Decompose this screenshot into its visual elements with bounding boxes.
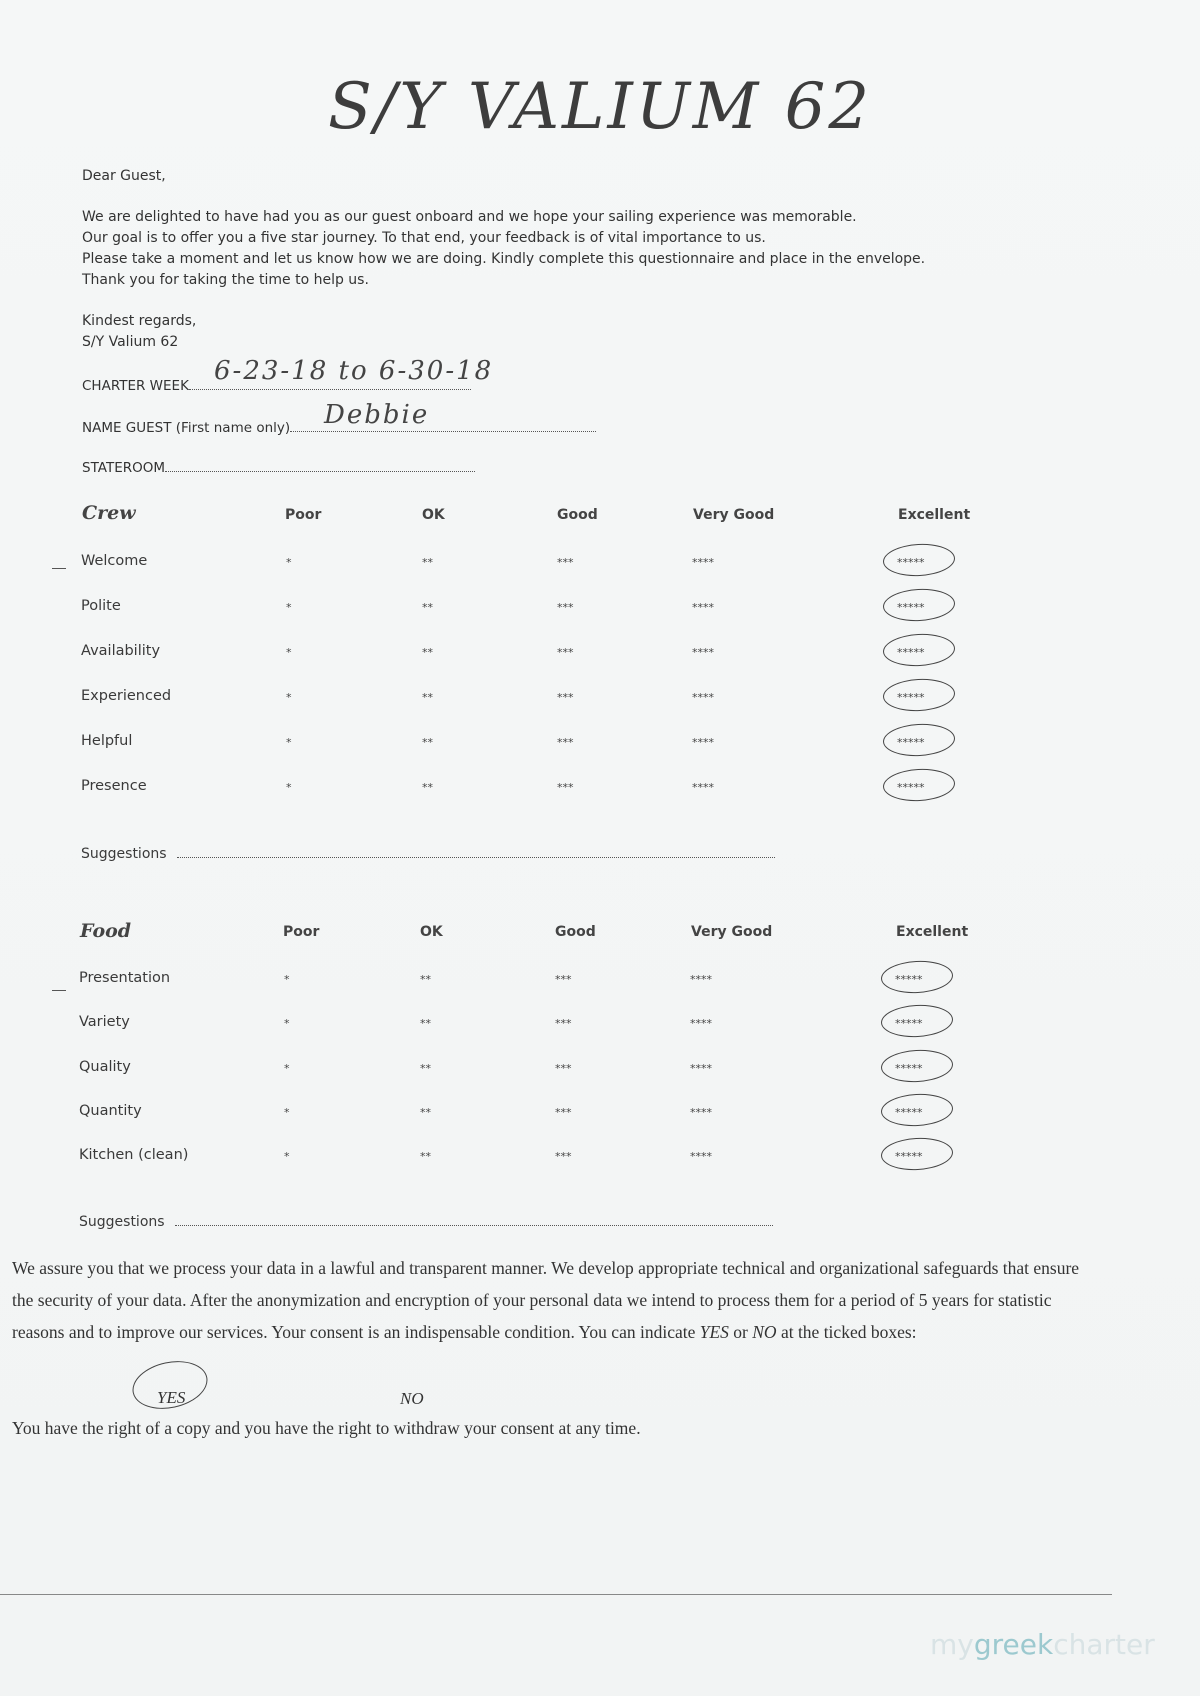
food-row-label: Quality xyxy=(79,1059,131,1075)
yes-option[interactable]: YES xyxy=(157,1388,186,1407)
food-row-label: Variety xyxy=(79,1014,130,1030)
crew-row-label: Helpful xyxy=(81,733,133,749)
crew-row-label: Welcome xyxy=(81,553,148,569)
crew-row-label: Availability xyxy=(81,643,161,659)
crew-rating-option[interactable]: * xyxy=(286,601,292,614)
food-rating-option[interactable]: * xyxy=(284,973,290,986)
food-rating-option[interactable]: *** xyxy=(555,973,572,986)
stateroom-field[interactable] xyxy=(82,459,475,476)
food-selected-rating-circle xyxy=(880,1136,954,1172)
food-rating-option[interactable]: * xyxy=(284,1017,290,1030)
food-rating-option[interactable]: ***** xyxy=(895,1017,923,1030)
crew-rating-option[interactable]: * xyxy=(286,556,292,569)
food-rating-option[interactable]: *** xyxy=(555,1017,572,1030)
crew-rating-option[interactable]: *** xyxy=(557,601,574,614)
food-rating-option[interactable]: ** xyxy=(420,1017,431,1030)
food-rating-option[interactable]: ***** xyxy=(895,1106,923,1119)
food-suggestions-field[interactable] xyxy=(79,1213,773,1230)
food-rating-option[interactable]: ***** xyxy=(895,1150,923,1163)
crew-rating-option[interactable]: ** xyxy=(422,781,433,794)
intro-line-4: Thank you for taking the time to help us. xyxy=(82,272,369,288)
food-rating-option[interactable]: *** xyxy=(555,1062,572,1075)
food-rating-option[interactable]: **** xyxy=(690,1150,712,1163)
crew-selected-rating-circle xyxy=(882,632,956,668)
food-rating-option[interactable]: **** xyxy=(690,1062,712,1075)
crew-rating-option[interactable]: **** xyxy=(692,556,714,569)
food-row-label: Kitchen (clean) xyxy=(79,1147,189,1163)
crew-rating-option[interactable]: **** xyxy=(692,736,714,749)
crew-rating-option[interactable]: ***** xyxy=(897,781,925,794)
crew-rating-option[interactable]: *** xyxy=(557,781,574,794)
food-suggestions-line xyxy=(175,1213,773,1226)
food-rating-option[interactable]: **** xyxy=(690,1106,712,1119)
crew-rating-option[interactable]: ***** xyxy=(897,601,925,614)
crew-rating-option[interactable]: *** xyxy=(557,736,574,749)
crew-section-title: Crew xyxy=(82,502,136,524)
food-rating-option[interactable]: *** xyxy=(555,1106,572,1119)
food-rating-option[interactable]: ***** xyxy=(895,973,923,986)
food-rating-option[interactable]: ** xyxy=(420,1062,431,1075)
charter-week-handwritten: 6-23-18 to 6-30-18 xyxy=(214,356,494,386)
charter-week-label: CHARTER WEEK xyxy=(82,378,189,394)
signature: S/Y Valium 62 xyxy=(82,334,179,350)
crew-rating-option[interactable]: *** xyxy=(557,691,574,704)
crew-column-header: Very Good xyxy=(693,507,775,523)
crew-rating-option[interactable]: ***** xyxy=(897,736,925,749)
food-row-label: Quantity xyxy=(79,1103,142,1119)
closing: Kindest regards, xyxy=(82,313,197,329)
food-selected-rating-circle xyxy=(880,1092,954,1128)
food-selected-rating-circle xyxy=(880,959,954,995)
food-rating-option[interactable]: ** xyxy=(420,973,431,986)
food-column-header: Poor xyxy=(283,924,320,940)
greeting: Dear Guest, xyxy=(82,168,166,184)
crew-column-header: Excellent xyxy=(898,507,971,523)
crew-column-header: OK xyxy=(422,507,445,523)
crew-rating-option[interactable]: ** xyxy=(422,736,433,749)
crew-column-header: Good xyxy=(557,507,598,523)
crew-rating-option[interactable]: *** xyxy=(557,646,574,659)
crew-rating-option[interactable]: * xyxy=(286,646,292,659)
food-suggestions-label: Suggestions xyxy=(79,1214,165,1230)
crew-rating-option[interactable]: **** xyxy=(692,601,714,614)
margin-tick xyxy=(52,568,66,569)
crew-suggestions-line xyxy=(177,845,775,858)
crew-rating-option[interactable]: ** xyxy=(422,646,433,659)
crew-row-label: Experienced xyxy=(81,688,172,704)
crew-rating-option[interactable]: ***** xyxy=(897,556,925,569)
yacht-title: S/Y VALIUM 62 xyxy=(327,70,873,144)
rights-statement: You have the right of a copy and you have the right to withdraw your consent at any time. xyxy=(12,1418,641,1438)
crew-rating-option[interactable]: ** xyxy=(422,691,433,704)
crew-selected-rating-circle xyxy=(882,677,956,713)
intro-line-1: We are delighted to have had you as our guest onboard and we hope your sailing experience was memorable. xyxy=(82,209,857,225)
intro-line-3: Please take a moment and let us know how we are doing. Kindly complete this questionnaire and place in the envelope. xyxy=(82,251,926,267)
food-rating-option[interactable]: **** xyxy=(690,1017,712,1030)
food-rating-option[interactable]: *** xyxy=(555,1150,572,1163)
crew-rating-option[interactable]: **** xyxy=(692,691,714,704)
crew-rating-option[interactable]: **** xyxy=(692,781,714,794)
crew-column-header: Poor xyxy=(285,507,322,523)
crew-selected-rating-circle xyxy=(882,767,956,803)
food-rating-option[interactable]: **** xyxy=(690,973,712,986)
crew-row-label: Polite xyxy=(81,598,121,614)
food-rating-option[interactable]: ** xyxy=(420,1106,431,1119)
food-row-label: Presentation xyxy=(79,970,171,986)
stateroom-label: STATEROOM xyxy=(82,460,166,476)
stateroom-line xyxy=(165,459,475,472)
food-rating-option[interactable]: ***** xyxy=(895,1062,923,1075)
crew-rating-option[interactable]: ** xyxy=(422,601,433,614)
food-rating-option[interactable]: * xyxy=(284,1106,290,1119)
crew-selected-rating-circle xyxy=(882,722,956,758)
crew-rating-option[interactable]: *** xyxy=(557,556,574,569)
watermark-logo: mygreekcharter xyxy=(930,1628,1155,1661)
crew-rating-option[interactable]: ***** xyxy=(897,646,925,659)
crew-rating-option[interactable]: **** xyxy=(692,646,714,659)
food-selected-rating-circle xyxy=(880,1048,954,1084)
crew-rating-option[interactable]: * xyxy=(286,781,292,794)
food-column-header: Excellent xyxy=(896,924,969,940)
intro-letter xyxy=(82,166,982,353)
crew-rating-option[interactable]: ***** xyxy=(897,691,925,704)
crew-suggestions-label: Suggestions xyxy=(81,846,167,862)
food-rating-option[interactable]: * xyxy=(284,1062,290,1075)
intro-line-2: Our goal is to offer you a five star journey. To that end, your feedback is of vital importance to us. xyxy=(82,230,766,246)
food-selected-rating-circle xyxy=(880,1003,954,1039)
crew-rating-option[interactable]: * xyxy=(286,736,292,749)
privacy-statement: We assure you that we process your data in a lawful and transparent manner. We develop appropriate technical and organizational safeguards that ensure the security of your data. After the anonymization and encryption of your personal data we intend to process them for a period of 5 years for statistic reasons and to improve our services. Your consent is an indispensable condition. You can indicate YES or NO at the ticked boxes: xyxy=(12,1258,1080,1342)
food-column-header: OK xyxy=(420,924,443,940)
food-section-title: Food xyxy=(80,920,132,942)
name-guest-label: NAME GUEST (First name only) xyxy=(82,420,291,436)
name-guest-handwritten: Debbie xyxy=(324,400,430,430)
crew-selected-rating-circle xyxy=(882,587,956,623)
crew-selected-rating-circle xyxy=(882,542,956,578)
crew-row-label: Presence xyxy=(81,778,147,794)
crew-suggestions-field[interactable] xyxy=(81,845,775,862)
food-column-header: Very Good xyxy=(691,924,773,940)
food-rating-option[interactable]: ** xyxy=(420,1150,431,1163)
crew-rating-option[interactable]: * xyxy=(286,691,292,704)
crew-rating-option[interactable]: ** xyxy=(422,556,433,569)
food-column-header: Good xyxy=(555,924,596,940)
no-option[interactable]: NO xyxy=(400,1389,424,1408)
bottom-divider xyxy=(0,1594,1112,1595)
margin-tick xyxy=(52,990,66,991)
food-rating-option[interactable]: * xyxy=(284,1150,290,1163)
